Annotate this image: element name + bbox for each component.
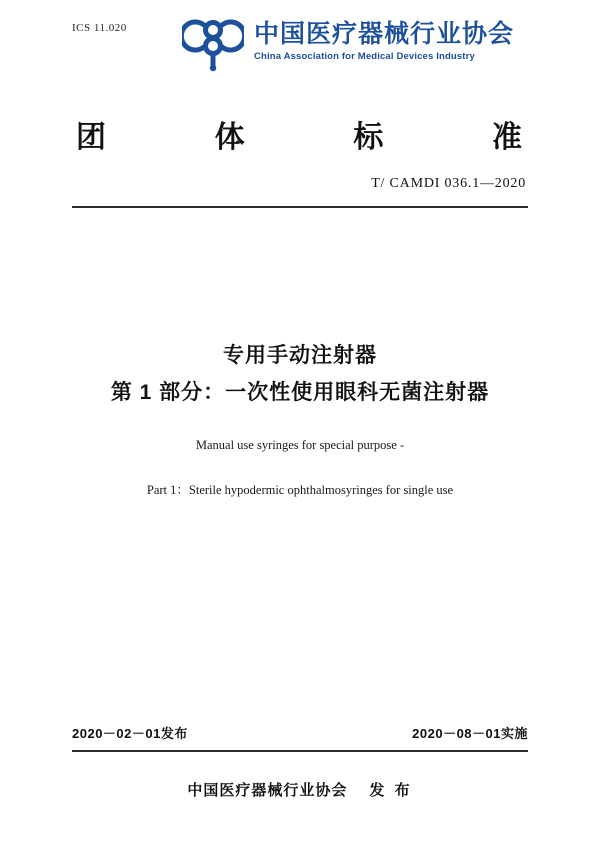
issuer-name: 中国医疗器械行业协会 [187, 782, 348, 799]
header-divider [72, 206, 528, 208]
camdi-logo-icon [182, 10, 244, 72]
ics-code: ICS 11.020 [72, 22, 127, 34]
effective-date: 2020－08－01实施 [412, 726, 528, 741]
title-cn-line-2: 第 1 部分：一次性使用眼科无菌注射器 [110, 380, 490, 404]
standard-type-char-1: 团 [76, 121, 108, 154]
footer-divider [72, 750, 528, 752]
title-block [72, 338, 528, 503]
standard-type-char-3: 标 [353, 121, 386, 154]
standard-number: T/ CAMDI 036.1—2020 [371, 176, 526, 191]
association-name-block [254, 20, 514, 63]
standard-type-char-2: 体 [214, 121, 247, 154]
publication-dates [72, 723, 528, 742]
document-header [72, 0, 528, 100]
title-en-line-1: Manual use syringes for special purpose - [195, 437, 405, 452]
standard-type-char-4: 准 [491, 121, 524, 154]
association-name-en: China Association for Medical Devices Industry [254, 51, 475, 63]
association-logo [182, 10, 514, 72]
issuer-suffix: 发 布 [369, 782, 413, 799]
issue-date: 2020－02－01发布 [72, 726, 188, 741]
association-name-cn: 中国医疗器械行业协会 [254, 19, 515, 48]
title-cn-line-1: 专用手动注射器 [223, 344, 377, 367]
issuer-line [0, 779, 600, 800]
title-en-line-2: Part 1：Sterile hypodermic ophthalmosyringes for single use [146, 483, 454, 498]
standard-type-heading [72, 112, 528, 156]
